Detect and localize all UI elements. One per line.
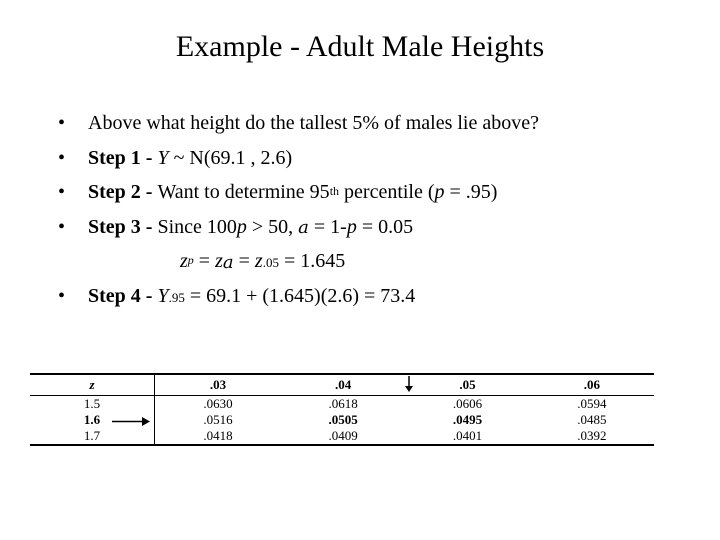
z-superscript: p: [187, 253, 194, 267]
step-2-text-2: percentile (: [339, 181, 435, 203]
step-1-label: Step 1 -: [88, 146, 158, 169]
step-2-text-3: = .95): [444, 181, 498, 203]
z-symbol: z: [215, 250, 223, 272]
table-cell: .0418: [155, 428, 281, 445]
z-symbol: z: [254, 250, 263, 272]
table-cell: .0594: [577, 396, 607, 411]
z-table: [30, 373, 654, 446]
header-z: z: [30, 374, 155, 396]
variable-y: Y: [157, 146, 169, 169]
table-cell-highlight: .0505: [328, 412, 358, 427]
step-3-label: Step 3 -: [88, 215, 158, 238]
table-cell: .0630: [203, 396, 233, 411]
z-symbol: z: [180, 250, 188, 272]
equals: =: [193, 250, 216, 272]
variable-p: p: [236, 215, 247, 238]
table-cell: .0485: [577, 412, 607, 427]
z-value: = 1.645: [278, 250, 346, 272]
z-value-line: [56, 246, 539, 281]
step-4-label: Step 4 -: [88, 284, 158, 307]
header-col: .06: [530, 374, 654, 396]
arrow-down-icon: [405, 376, 413, 392]
z-subscript: .05: [262, 255, 279, 270]
arrow-right-icon: [112, 417, 150, 426]
header-col: .05: [405, 374, 529, 396]
table-cell: .0606: [452, 396, 483, 411]
slide-title: Example - Adult Male Heights: [175, 30, 545, 63]
variable-p: p: [434, 181, 445, 203]
variable-p: p: [346, 215, 357, 238]
row-z-highlight: [30, 412, 155, 428]
bullet-step-1: [56, 143, 539, 178]
table-row: [30, 428, 654, 445]
header-col-text: .04: [335, 377, 352, 392]
step-1-text: ~ N(69.1 , 2.6): [168, 146, 293, 169]
bullet-step-2: [56, 177, 539, 212]
alpha-subscript: a: [222, 252, 234, 273]
y-subscript: .95: [168, 289, 185, 305]
table-row-highlight: [30, 412, 654, 428]
row-z: 1.7: [30, 428, 155, 445]
table-cell: .0618: [328, 396, 358, 411]
step-3-text: Since 100: [157, 215, 237, 238]
table-row: [30, 396, 654, 413]
table-cell-highlight: .0495: [452, 412, 483, 427]
step-3-text-3: = 1-: [308, 215, 347, 238]
ordinal-suffix: th: [329, 184, 340, 198]
step-2-label: Step 2 -: [88, 181, 158, 203]
question-text: Above what height do the tallest 5% of males lie above?: [88, 112, 539, 134]
equals: =: [233, 250, 255, 272]
table-header-row: [30, 374, 654, 396]
header-col: .03: [155, 374, 281, 396]
row-z: 1.5: [30, 396, 155, 413]
table-cell: .0516: [203, 412, 233, 427]
bullet-step-4: [56, 281, 539, 316]
step-4-text: = 69.1 + (1.645)(2.6) = 73.4: [184, 284, 416, 307]
table-cell: .0392: [530, 428, 654, 445]
alpha-symbol: a: [298, 216, 309, 238]
step-3-text-4: = 0.05: [356, 215, 414, 238]
bullet-list: [56, 108, 539, 315]
table-cell: .0401: [405, 428, 529, 445]
table-cell: .0409: [281, 428, 405, 445]
variable-y: Y: [157, 284, 169, 307]
bullet-step-3: [56, 212, 539, 247]
bullet-question: [56, 108, 539, 143]
step-3-text-2: > 50,: [246, 215, 299, 238]
header-col-highlight: [281, 374, 405, 396]
row-z-text: 1.6: [83, 412, 101, 427]
step-2-text: Want to determine 95: [157, 181, 330, 203]
